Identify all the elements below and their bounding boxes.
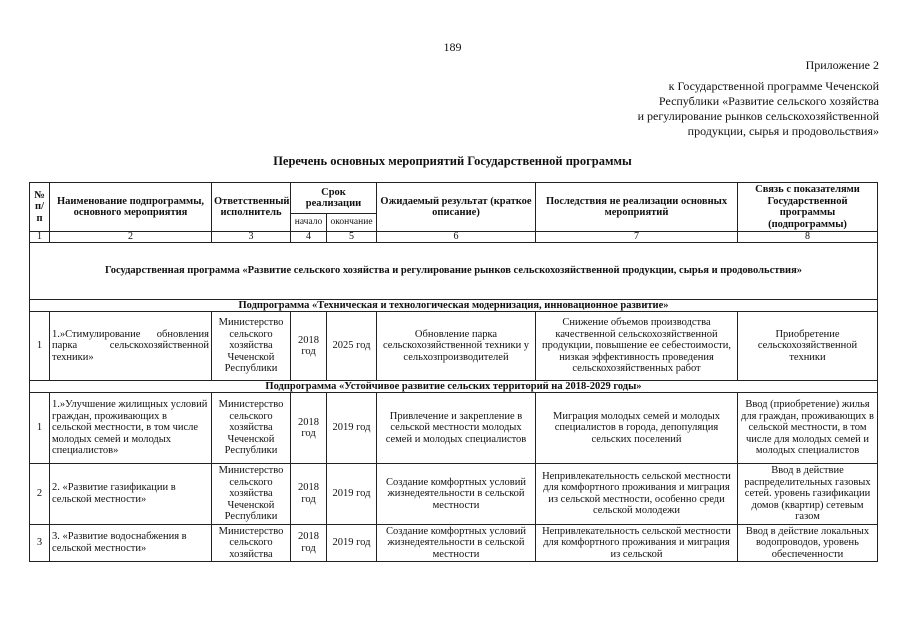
- row-num: 1: [30, 393, 50, 464]
- row-name: 1.»Стимулирование обновления парка сельскохозяйственной техники»: [50, 312, 212, 381]
- row-link: Приобретение сельскохозяйственной техники: [738, 312, 878, 381]
- row-end: 2019 год: [327, 393, 377, 464]
- appendix-line: Республики «Развитие сельского хозяйства: [658, 94, 879, 108]
- table-row: [30, 524, 878, 562]
- row-name: 2. «Развитие газификации в сельской местности»: [50, 464, 212, 525]
- program-row: [30, 243, 878, 300]
- column-number: 3: [212, 232, 291, 243]
- subprogram-row: [30, 381, 878, 393]
- appendix-header: [638, 58, 879, 139]
- row-result: Обновление парка сельскохозяйственной техники у сельхозпроизводителей: [377, 312, 536, 381]
- column-number: 4: [291, 232, 327, 243]
- row-link: Ввод в действие локальных водопроводов, уровень обеспеченности: [738, 524, 878, 562]
- column-number: 6: [377, 232, 536, 243]
- row-consequences: Миграция молодых семей и молодых специалистов в города, депопуляция сельских поселений: [536, 393, 738, 464]
- row-result: Привлечение и закрепление в сельской местности молодых семей и молодых специалистов: [377, 393, 536, 464]
- page-number: 189: [443, 40, 462, 54]
- column-number: 2: [50, 232, 212, 243]
- appendix-line: продукции, сырья и продовольствия»: [687, 124, 879, 138]
- subprogram-row: [30, 300, 878, 312]
- column-numbers-row: [30, 232, 878, 243]
- column-number: 7: [536, 232, 738, 243]
- header-link: Связь с показателями Государственной программы (подпрограммы): [738, 183, 878, 232]
- row-end: 2019 год: [327, 464, 377, 525]
- header-start: начало: [291, 214, 327, 232]
- row-start: 2018 год: [291, 464, 327, 525]
- subprogram-title: Подпрограмма «Устойчивое развитие сельских территорий на 2018-2029 годы»: [30, 381, 878, 393]
- column-number: 5: [327, 232, 377, 243]
- row-name: 3. «Развитие водоснабжения в сельской местности»: [50, 524, 212, 562]
- table-row: [30, 312, 878, 381]
- subprogram-title: Подпрограмма «Техническая и технологическая модернизация, инновационное развитие»: [30, 300, 878, 312]
- header-term: Срок реализации: [291, 183, 377, 214]
- row-result: Создание комфортных условий жизнедеятельности в сельской местности: [377, 464, 536, 525]
- row-consequences: Непривлекательность сельской местности для комфортного проживания и миграция из сельской: [536, 524, 738, 562]
- row-end: 2025 год: [327, 312, 377, 381]
- row-executor: Министерство сельского хозяйства Чеченской Республики: [212, 312, 291, 381]
- row-consequences: Снижение объемов производства качественной сельскохозяйственной продукции, повышение ее себестоимости, низкая эффективность проведения сельскохозяйственных работ: [536, 312, 738, 381]
- header-row: [30, 183, 878, 214]
- row-num: 1: [30, 312, 50, 381]
- appendix-title: Приложение 2: [805, 58, 879, 72]
- row-num: 3: [30, 524, 50, 562]
- header-name: Наименование подпрограммы, основного мероприятия: [50, 183, 212, 232]
- row-link: Ввод в действие распределительных газовых сетей. уровень газификации домов (квартир) сетевым газом: [738, 464, 878, 525]
- row-link: Ввод (приобретение) жилья для граждан, проживающих в сельской местности, в том числе для молодых семей и молодых специалистов: [738, 393, 878, 464]
- appendix-line: и регулирование рынков сельскохозяйственной: [637, 109, 879, 123]
- row-start: 2018 год: [291, 393, 327, 464]
- appendix-line: к Государственной программе Чеченской: [668, 79, 879, 93]
- row-name: 1.»Улучшение жилищных условий граждан, проживающих в сельской местности, в том числе молодых семей и молодых специалистов»: [50, 393, 212, 464]
- row-executor: Министерство сельского хозяйства Чеченской Республики: [212, 464, 291, 525]
- table-row: [30, 393, 878, 464]
- header-executor: Ответственный исполнитель: [212, 183, 291, 232]
- column-number: 1: [30, 232, 50, 243]
- row-result: Создание комфортных условий жизнедеятельности в сельской местности: [377, 524, 536, 562]
- header-num: № п/п: [30, 183, 50, 232]
- header-consequences: Последствия не реализации основных мероприятий: [536, 183, 738, 232]
- table-row: [30, 464, 878, 525]
- row-end: 2019 год: [327, 524, 377, 562]
- row-num: 2: [30, 464, 50, 525]
- row-start: 2018 год: [291, 524, 327, 562]
- row-start: 2018 год: [291, 312, 327, 381]
- measures-table: [29, 182, 878, 562]
- header-end: окончание: [327, 214, 377, 232]
- column-number: 8: [738, 232, 878, 243]
- row-executor: Министерство сельского хозяйства: [212, 524, 291, 562]
- row-consequences: Непривлекательность сельской местности для комфортного проживания и миграция из сельской местности, особенно среди сельской молодежи: [536, 464, 738, 525]
- document-title: Перечень основных мероприятий Государственной программы: [273, 154, 632, 168]
- row-executor: Министерство сельского хозяйства Чеченской Республики: [212, 393, 291, 464]
- program-title: Государственная программа «Развитие сельского хозяйства и регулирование рынков сельскохозяйственной продукции, сырья и продовольствия»: [30, 243, 878, 300]
- header-result: Ожидаемый результат (краткое описание): [377, 183, 536, 232]
